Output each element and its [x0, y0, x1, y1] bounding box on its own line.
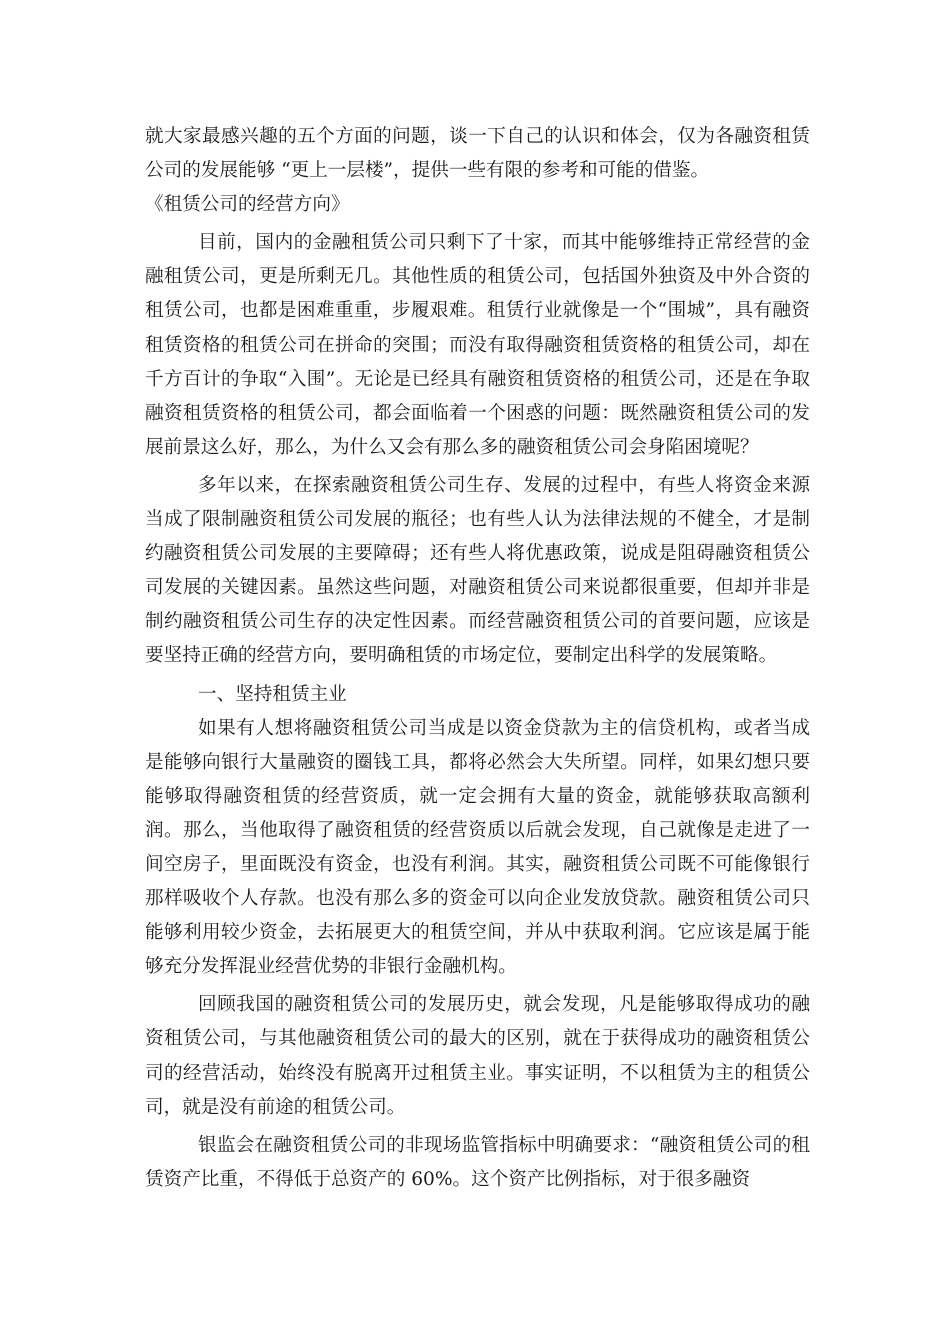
paragraph-1: 目前，国内的金融租赁公司只剩下了十家，而其中能够维持正常经营的金融租赁公司，更是所剩无几。其他性质的租赁公司，包括国外独资及中外合资的租赁公司，也都是困难重重，步履艰难。租赁行业就像是一个“围城”，具有融资租赁资格的租赁公司在拼命的突围；而没有取得融资租赁资格的租赁公司，却在千方百计的争取“入围”。无论是已经具有融资租赁资格的租赁公司，还是在争取融资租赁资格的租赁公司，都会面临着一个困惑的问题：既然融资租赁公司的发展前景这么好，那么，为什么又会有那么多的融资租赁公司会身陷困境呢？: [145, 232, 810, 458]
section-title: 《租赁公司的经营方向》: [145, 194, 350, 216]
paragraph-5: 银监会在融资租赁公司的非现场监管指标中明确要求：“融资租赁公司的租赁资产比重，不得低于总资产的 60%。这个资产比例指标，对于很多融资: [145, 1134, 810, 1190]
paragraph-2: 多年以来，在探索融资租赁公司生存、发展的过程中，有些人将资金来源当成了限制融资租赁公司发展的瓶径；也有些人认为法律法规的不健全，才是制约融资租赁公司发展的主要障碍；还有些人将优惠政策，说成是阻碍融资租赁公司发展的关键因素。虽然这些问题，对融资租赁公司来说都很重要，但却并非是制约融资租赁公司生存的决定性因素。而经营融资租赁公司的首要问题，应该是要坚持正确的经营方向，要明确租赁的市场定位，要制定出科学的发展策略。: [145, 474, 810, 667]
paragraph-4: 回顾我国的融资租赁公司的发展历史，就会发现，凡是能够取得成功的融资租赁公司，与其他融资租赁公司的最大的区别，就在于获得成功的融资租赁公司的经营活动，始终没有脱离开过租赁主业。事实证明，不以租赁为主的租赁公司，就是没有前途的租赁公司。: [145, 994, 810, 1118]
paragraph-3: 如果有人想将融资租赁公司当成是以资金贷款为主的信贷机构，或者当成是能够向银行大量融资的圈钱工具，都将必然会大失所望。同样，如果幻想只要能够取得融资租赁的经营资质，就一定会拥有大量的资金，就能够获取高额利润。那么，当他取得了融资租赁的经营资质以后就会发现，自己就像是走进了一间空房子，里面既没有资金，也没有利润。其实，融资租赁公司既不可能像银行那样吸收个人存款。也没有那么多的资金可以向企业发放贷款。融资租赁公司只能够利用较少资金，去拓展更大的租赁空间，并从中获取利润。它应该是属于能够充分发挥混业经营优势的非银行金融机构。: [145, 717, 810, 978]
document-body: [145, 120, 810, 1197]
intro-paragraph: 就大家最感兴趣的五个方面的问题，谈一下自己的认识和体会，仅为各融资租赁公司的发展能够 “更上一层楼”，提供一些有限的参考和可能的借鉴。: [145, 126, 810, 182]
subheading: 一、坚持租赁主业: [198, 683, 347, 705]
